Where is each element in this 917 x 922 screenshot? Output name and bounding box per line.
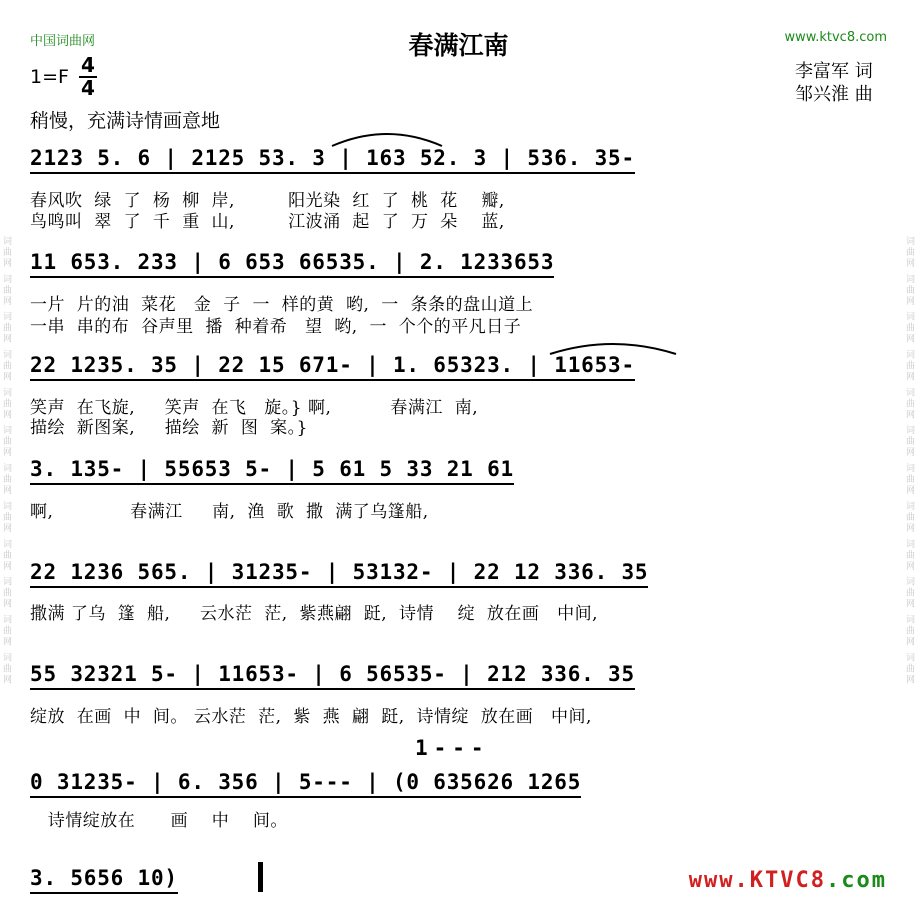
notes-line-5: 22 1236 565. | 31235- | 53132- | 22 12 336. 35 — [30, 560, 648, 588]
site-name-left[interactable]: 中国词曲网 — [30, 34, 96, 49]
footer-site-logo[interactable] — [689, 868, 887, 893]
footer-prefix: www. — [688, 868, 750, 893]
meter-top: 4 — [81, 53, 95, 77]
slur-mark — [548, 340, 678, 356]
lyrics-line-3-verse-2: 描绘 新图案, 描绘 新 图 案。} — [30, 418, 308, 438]
key-signature: 1=F — [30, 66, 69, 88]
notes-line-3: 22 1235. 35 | 22 15 671- | 1. 65323. | 11653- — [30, 353, 635, 381]
lyrics-line-6: 绽放 在画 中 间。 云水茫 茫, 紫 燕 翩 跹, 诗情绽 放在画 中间, — [30, 707, 592, 727]
composer-credit: 邹兴淮 曲 — [795, 84, 873, 105]
upper-voice-notes: 1--- — [415, 736, 490, 760]
lyrics-line-5: 撒满 了乌 篷 船, 云水茫 茫, 紫燕翩 跹, 诗情 绽 放在画 中间, — [30, 604, 599, 624]
notes-line-7: 0 31235- | 6. 356 | 5--- | (0 635626 1265 — [30, 770, 581, 798]
lyrics-line-7: 诗情绽放在 画 中 间。 — [30, 811, 288, 831]
watermark-right: 词曲网 词曲网 词曲网 词曲网 词曲网 词曲网 词曲网 词曲网 词曲网 词曲网 词曲网 词曲网 — [904, 236, 914, 686]
tempo-marking: 稍慢，充满诗情画意地 — [30, 110, 221, 132]
notes-line-6: 55 32321 5- | 11653- | 6 56535- | 212 336. 35 — [30, 662, 635, 690]
lyrics-line-4: 啊, 春满江 南, 渔 歌 撒 满了乌篷船, — [30, 502, 429, 522]
footer-brand: KTVC8 — [749, 868, 827, 893]
lyrics-line-2-verse-2: 一串 串的布 谷声里 播 种着希 望 哟, 一 个个的平凡日子 — [30, 317, 522, 337]
lyrics-line-1-verse-1: 春风吹 绿 了 杨 柳 岸, 阳光染 红 了 桃 花 瓣, — [30, 191, 505, 211]
lyrics-line-2-verse-1: 一片 片的油 菜花 金 子 一 样的黄 哟, 一 条条的盘山道上 — [30, 295, 534, 315]
song-title: 春满江南 — [408, 31, 509, 60]
site-url-right[interactable]: www.ktvc8.com — [784, 30, 887, 45]
footer-suffix: .com — [826, 868, 887, 893]
notes-line-1: 2123 5. 6 | 2125 53. 3 | 163 52. 3 | 536. 35- — [30, 146, 635, 174]
lyrics-line-3-verse-1: 笑声 在飞旋, 笑声 在飞 旋。} 啊, 春满江 南, — [30, 398, 479, 418]
lyrics-line-1-verse-2: 鸟鸣叫 翠 了 千 重 山, 江波涌 起 了 万 朵 蓝, — [30, 212, 505, 232]
slur-mark — [330, 128, 445, 148]
meter-bottom: 4 — [81, 76, 95, 100]
notes-line-2: 11 653. 233 | 6 653 66535. | 2. 1233653 — [30, 250, 554, 278]
lyricist-credit: 李富军 词 — [795, 61, 873, 82]
watermark-left: 词曲网 词曲网 词曲网 词曲网 词曲网 词曲网 词曲网 词曲网 词曲网 词曲网 词曲网 词曲网 — [1, 236, 11, 686]
final-barline — [258, 862, 263, 892]
notes-line-4: 3. 135- | 55653 5- | 5 61 5 33 21 61 — [30, 457, 514, 485]
notes-line-8: 3. 5656 10) — [30, 866, 178, 894]
time-signature — [78, 55, 98, 99]
